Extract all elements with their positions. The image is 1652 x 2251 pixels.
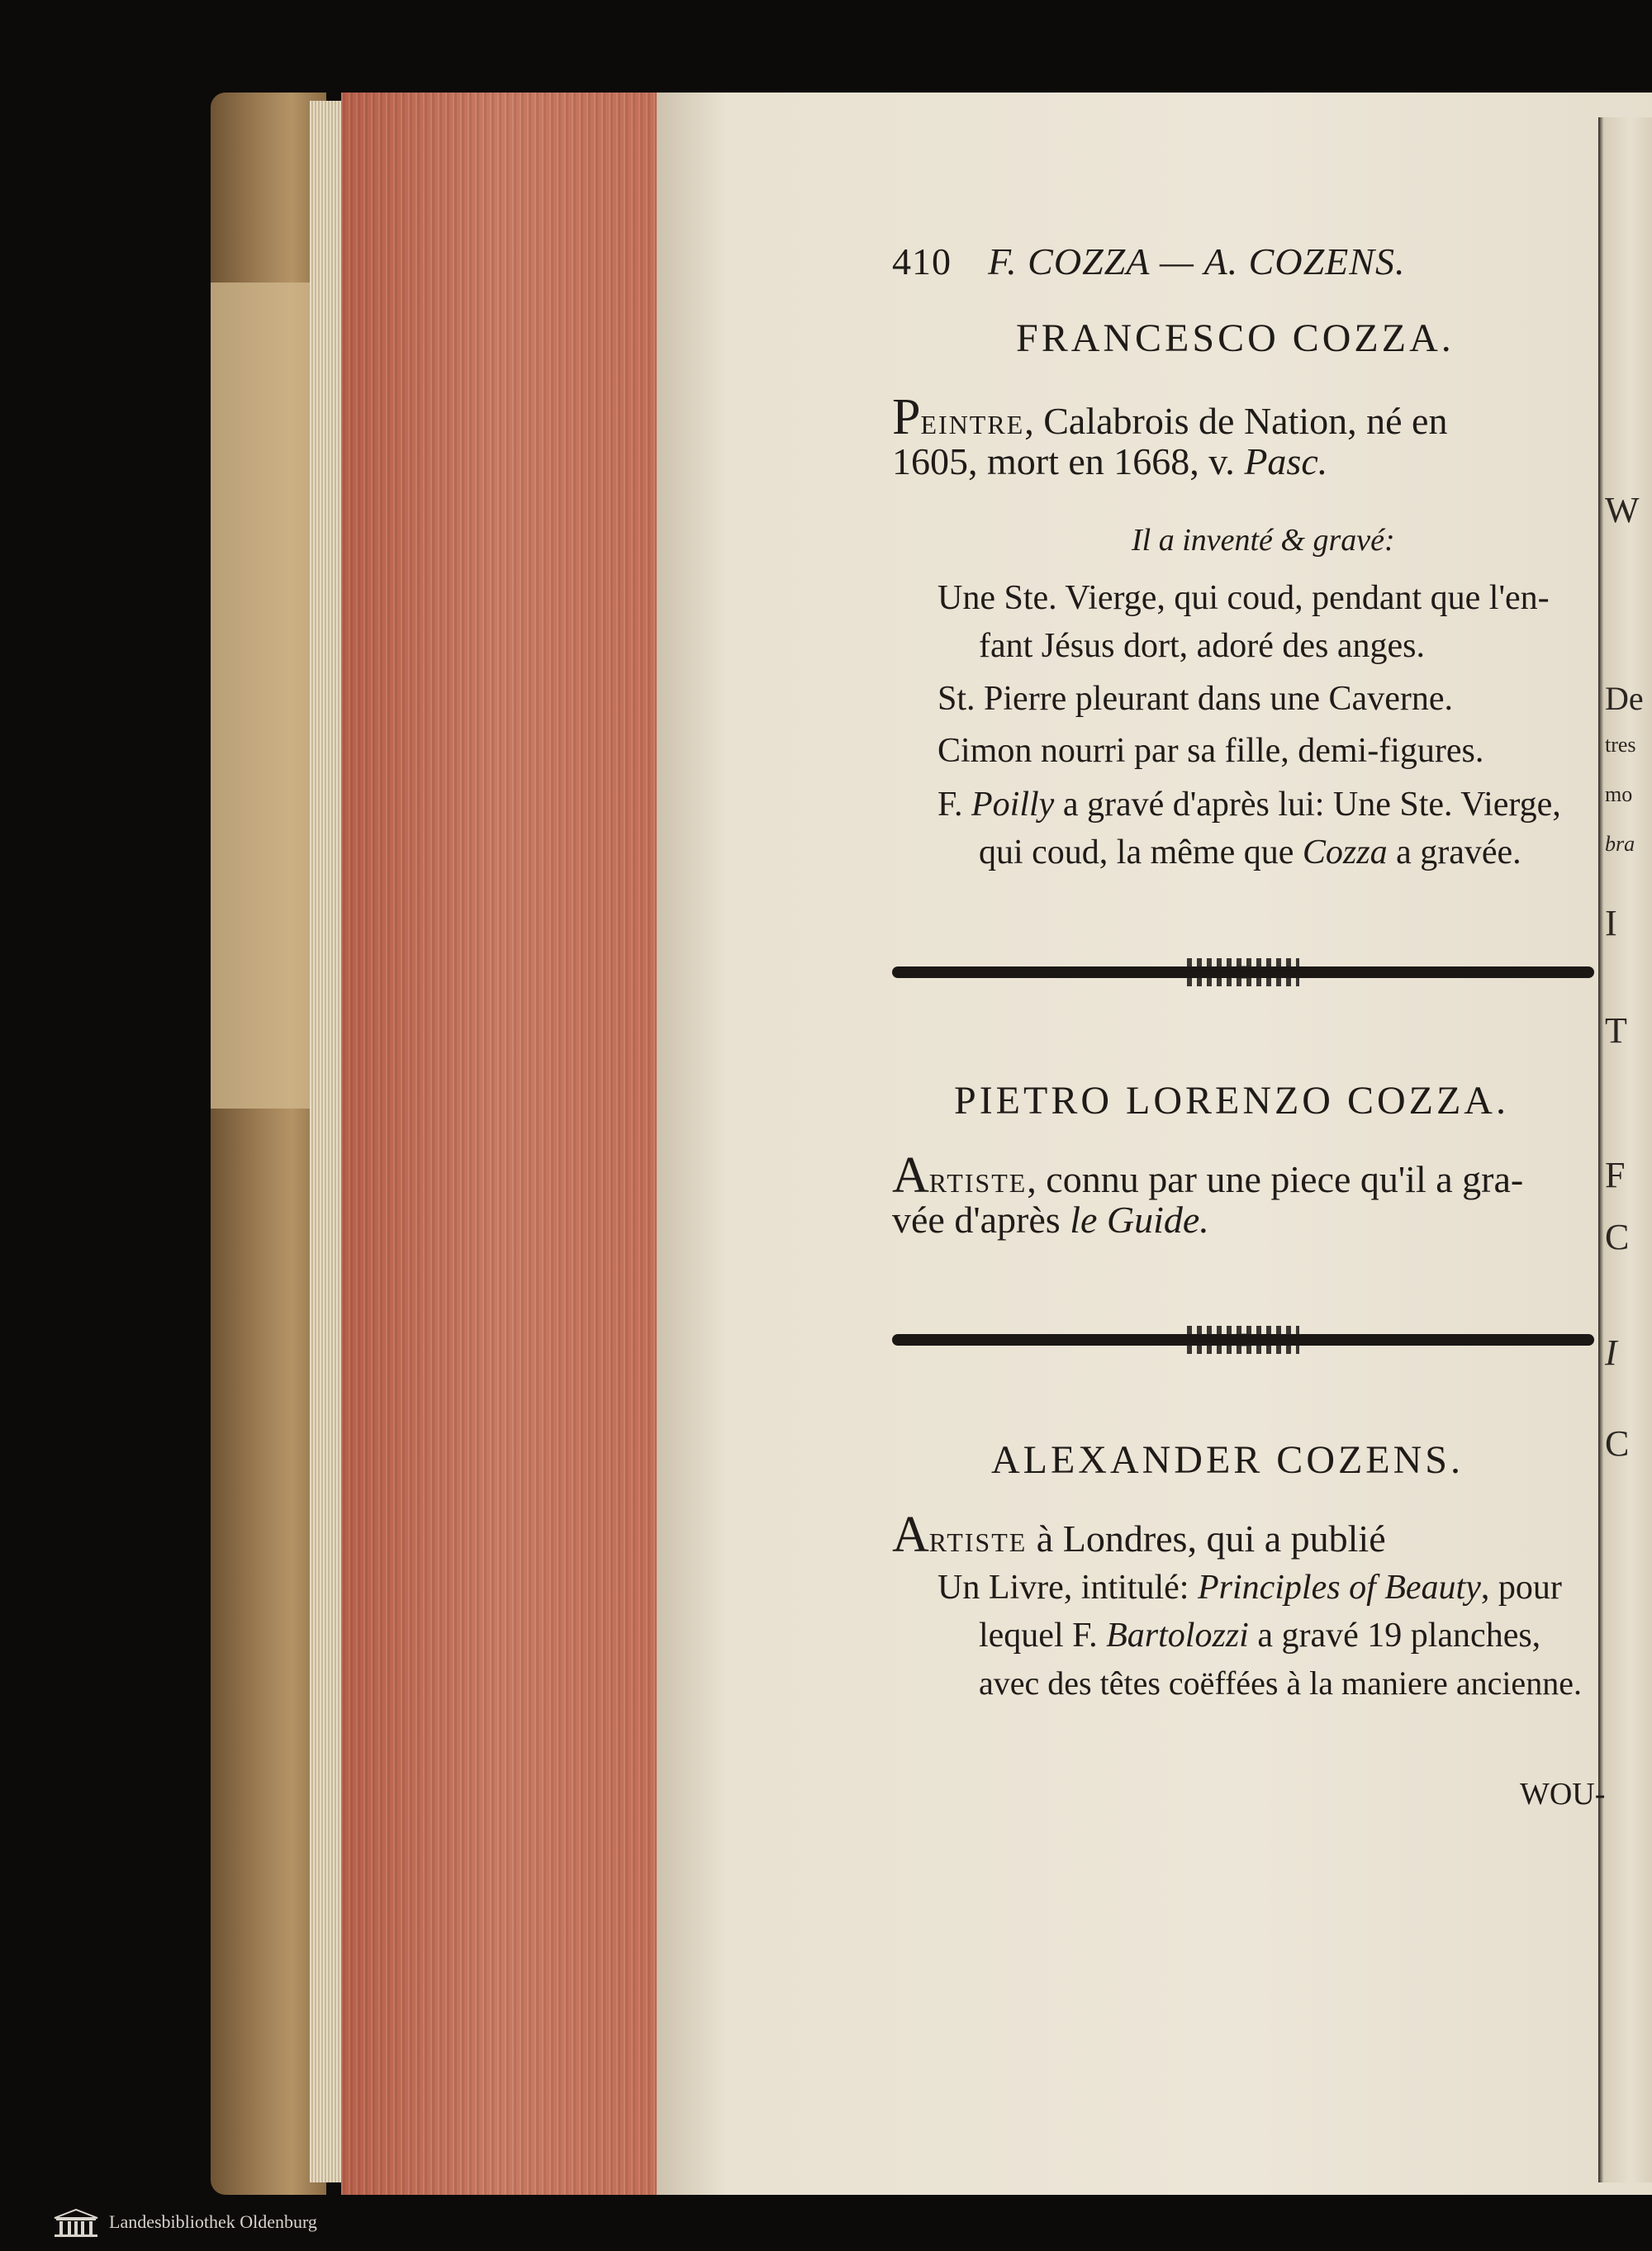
next-page-fragment: I bbox=[1605, 903, 1617, 943]
entry-intro-line: vée d'après le Guide. bbox=[892, 1199, 1209, 1241]
book-cover-spine bbox=[211, 93, 326, 2195]
library-building-icon bbox=[51, 2206, 101, 2239]
running-title: F. COZZA — A. COZENS. bbox=[988, 240, 1406, 283]
next-page-fragment: tres bbox=[1605, 733, 1636, 757]
next-page-fragment: T bbox=[1605, 1010, 1627, 1051]
work-line: Un Livre, intitulé: Principles of Beauty, pour bbox=[938, 1569, 1562, 1607]
work-line: fant Jésus dort, adoré des anges. bbox=[979, 627, 1426, 665]
next-page-fragment: F bbox=[1605, 1155, 1626, 1195]
work-line: Cimon nourri par sa fille, demi-figures. bbox=[938, 732, 1484, 770]
next-page-fragment: C bbox=[1605, 1423, 1630, 1464]
library-name: Landesbibliothek Oldenburg bbox=[109, 2211, 317, 2232]
catchword: WOU- bbox=[1520, 1777, 1606, 1812]
entry-title: FRANCESCO COZZA. bbox=[1016, 316, 1455, 360]
ornamental-rule bbox=[892, 966, 1594, 978]
next-page-fragment: I bbox=[1605, 1332, 1617, 1373]
entry-title: ALEXANDER COZENS. bbox=[991, 1438, 1464, 1482]
next-page-fragment: mo bbox=[1605, 782, 1633, 806]
entry-intro-line: 1605, mort en 1668, v. Pasc. bbox=[892, 440, 1328, 482]
cover-label-band bbox=[211, 283, 326, 1109]
work-line: lequel F. Bartolozzi a gravé 19 planches, bbox=[979, 1617, 1541, 1655]
work-line: F. Poilly a gravé d'après lui: Une Ste. Vierge, bbox=[938, 786, 1561, 824]
page-block-edge bbox=[310, 101, 343, 2182]
work-line: St. Pierre pleurant dans une Caverne. bbox=[938, 680, 1453, 718]
next-page-fragment: De bbox=[1605, 680, 1644, 717]
next-page-fragment: C bbox=[1605, 1217, 1630, 1257]
running-head bbox=[892, 240, 1405, 283]
next-page-edge bbox=[1598, 117, 1652, 2182]
next-page-fragment: bra bbox=[1605, 832, 1635, 856]
library-footer bbox=[0, 2195, 1652, 2251]
entry-intro-line: Peintre, Calabrois de Nation, né en bbox=[892, 389, 1448, 445]
next-page-fragment: W bbox=[1605, 490, 1640, 530]
work-line: Une Ste. Vierge, qui coud, pendant que l'en- bbox=[938, 579, 1550, 617]
works-heading: Il a inventé & gravé: bbox=[1132, 523, 1395, 558]
entry-title: PIETRO LORENZO COZZA. bbox=[954, 1079, 1509, 1123]
entry-intro-line: Artiste, connu par une piece qu'il a gra- bbox=[892, 1147, 1524, 1204]
entry-intro-line: Artiste à Londres, qui a publié bbox=[892, 1507, 1386, 1563]
work-line: avec des têtes coëffées à la maniere ancienne. bbox=[979, 1665, 1582, 1702]
work-line: qui coud, la même que Cozza a gravée. bbox=[979, 833, 1521, 871]
ornamental-rule bbox=[892, 1334, 1594, 1346]
page-number: 410 bbox=[892, 240, 952, 283]
